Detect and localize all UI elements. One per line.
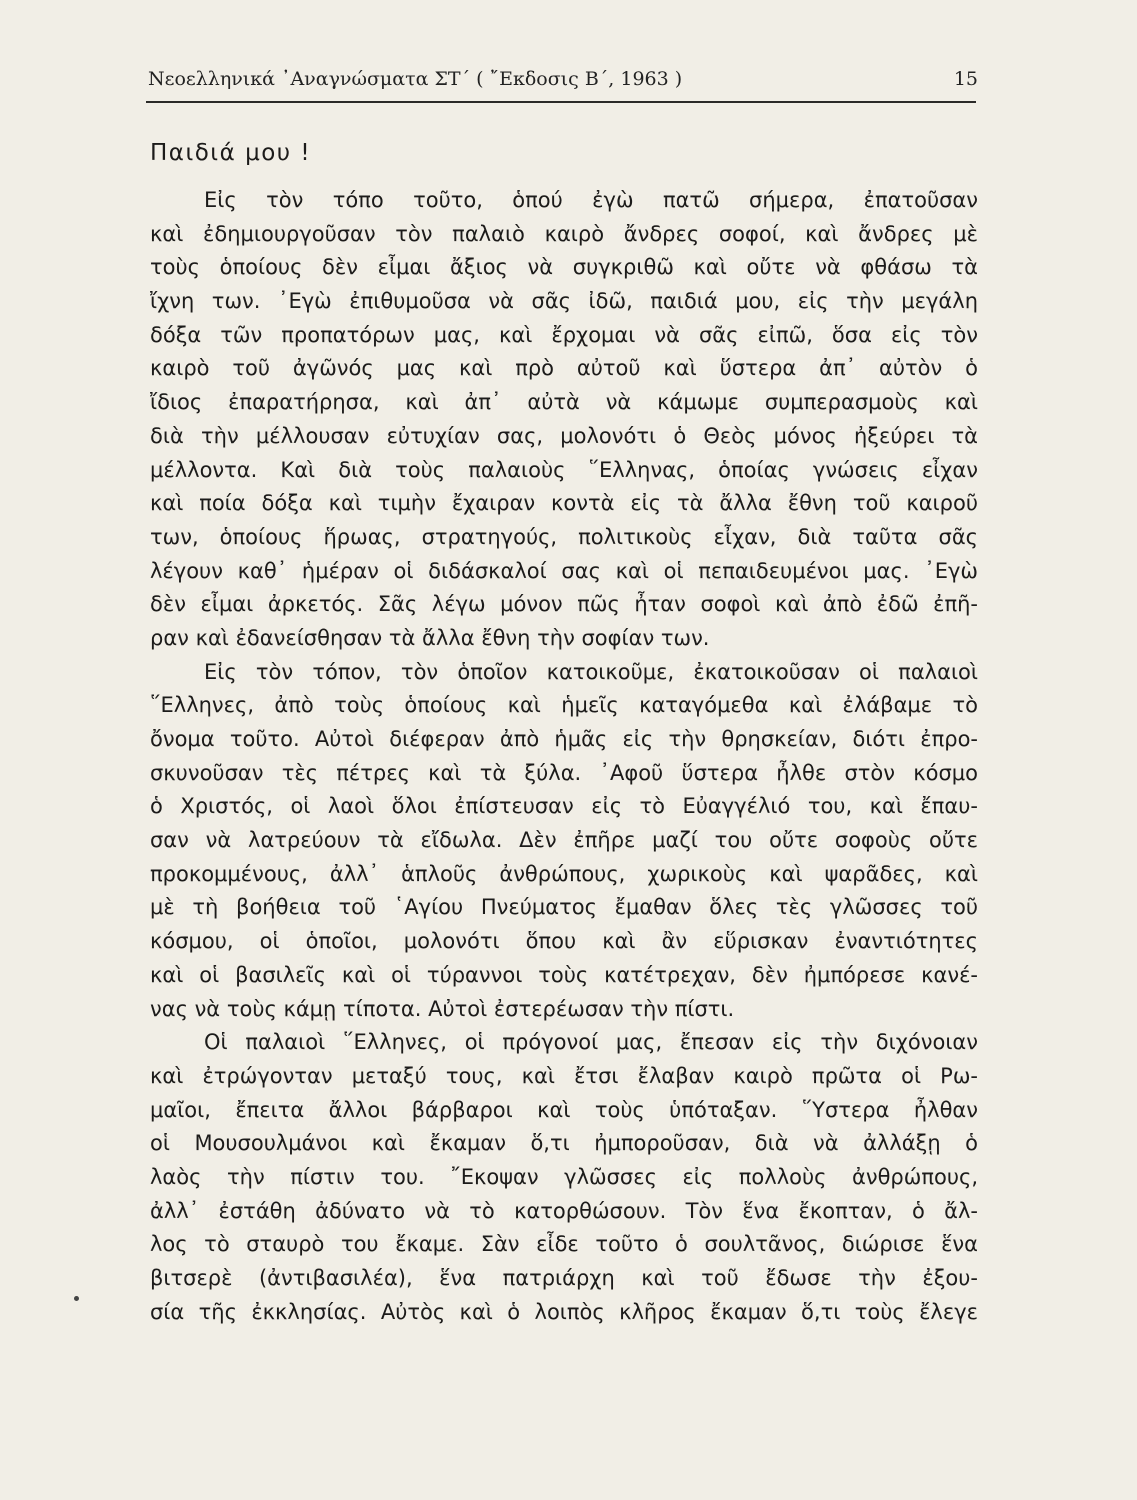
text-line: ῞Ελληνες, ἀπὸ τοὺς ὁποίους καὶ ἡμεῖς καταγόμεθα καὶ ἐλάβαμε τὸ [150,693,978,718]
text-line: δὲν εἶμαι ἀρκετός. Σᾶς λέγω μόνον πῶς ἦταν σοφοὶ καὶ ἀπὸ ἐδῶ ἐπῆ- [150,592,978,617]
text-line: οἱ Μουσουλμάνοι καὶ ἔκαμαν ὅ,τι ἠμποροῦσαν, διὰ νὰ ἀλλάξῃ ὁ [150,1131,978,1156]
text-line: ἴδιος ἐπαρατήρησα, καὶ ἀπ᾽ αὐτὰ νὰ κάμωμε συμπερασμοὺς καὶ [150,390,978,415]
text-line: των, ὁποίους ἥρωας, στρατηγούς, πολιτικοὺς εἶχαν, διὰ ταῦτα σᾶς [150,524,978,549]
text-line: ραν καὶ ἐδανείσθησαν τὰ ἄλλα ἔθνη τὴν σοφίαν των. [150,625,710,650]
text-line: λαὸς τὴν πίστιν του. ῎Εκοψαν γλῶσσες εἰς πολλοὺς ἀνθρώπους, [150,1164,978,1189]
text-line: καιρὸ τοῦ ἀγῶνός μας καὶ πρὸ αὐτοῦ καὶ ὕστερα ἀπ᾽ αὐτὸν ὁ [150,356,978,381]
text-line: μέλλοντα. Καὶ διὰ τοὺς παλαιοὺς ῞Ελληνας, ὁποίας γνώσεις εἶχαν [150,457,978,482]
text-line: μὲ τὴ βοήθεια τοῦ ῾Αγίου Πνεύματος ἔμαθαν ὅλες τὲς γλῶσσες τοῦ [150,895,978,920]
text-line: ὁ Χριστός, οἱ λαοὶ ὅλοι ἐπίστευσαν εἰς τὸ Εὐαγγέλιό του, καὶ ἔπαυ- [150,794,978,819]
salutation: Παιδιά μου ! [150,140,312,166]
text-line: δόξα τῶν προπατόρων μας, καὶ ἔρχομαι νὰ σᾶς εἰπῶ, ὅσα εἰς τὸν [150,322,978,347]
text-line: τοὺς ὁποίους δὲν εἶμαι ἄξιος νὰ συγκριθῶ καὶ οὔτε νὰ φθάσω τὰ [150,255,978,280]
running-header [148,68,978,98]
text-line: λος τὸ σταυρὸ του ἔκαμε. Σὰν εἶδε τοῦτο ὁ σουλτᾶνος, διώρισε ἕνα [150,1232,978,1257]
page-number: 15 [953,68,978,90]
text-line: βιτσερὲ (ἀντιβασιλέα), ἕνα πατριάρχη καὶ τοῦ ἔδωσε τὴν ἐξου- [150,1266,978,1290]
text-line: Εἰς τὸν τόπον, τὸν ὁποῖον κατοικοῦμε, ἐκατοικοῦσαν οἱ παλαιοὶ [204,659,978,684]
text-line: μαῖοι, ἔπειτα ἄλλοι βάρβαροι καὶ τοὺς ὑπόταξαν. ῞Υστερα ἦλθαν [150,1097,978,1122]
text-line: ἀλλ᾽ ἐστάθη ἀδύνατο νὰ τὸ κατορθώσουν. Τὸν ἕνα ἔκοπταν, ὁ ἄλ- [150,1198,978,1223]
body-text [150,184,978,1329]
text-line: καὶ ποία δόξα καὶ τιμὴν ἔχαιραν κοντὰ εἰς τὰ ἄλλα ἔθνη τοῦ καιροῦ [150,491,978,516]
text-line: προκομμένους, ἀλλ᾽ ἁπλοῦς ἀνθρώπους, χωρικοὺς καὶ ψαρᾶδες, καὶ [150,861,978,886]
header-title: Νεοελληνικά ᾽Αναγνώσματα ΣΤ΄ ( ῎Εκδοσις Β΄, 1963 ) [148,68,683,90]
text-line: Εἰς τὸν τόπο τοῦτο, ὁπού ἐγὼ πατῶ σήμερα, ἐπατοῦσαν [204,188,978,212]
margin-dot [74,1296,79,1301]
text-line: σκυνοῦσαν τὲς πέτρες καὶ τὰ ξύλα. ᾽Αφοῦ ὕστερα ἦλθε στὸν κόσμο [150,760,978,785]
text-line: καὶ ἐδημιουργοῦσαν τὸν παλαιὸ καιρὸ ἄνδρες σοφοί, καὶ ἄνδρες μὲ [150,221,978,246]
text-line: καὶ ἐτρώγονταν μεταξύ τους, καὶ ἔτσι ἔλαβαν καιρὸ πρῶτα οἱ Ρω- [150,1063,978,1088]
header-rule [146,101,976,103]
text-line: κόσμου, οἱ ὁποῖοι, μολονότι ὅπου καὶ ἂν εὕρισκαν ἐναντιότητες [150,929,978,954]
text-line: Οἱ παλαιοὶ ῞Ελληνες, οἱ πρόγονοί μας, ἔπεσαν εἰς τὴν διχόνοιαν [204,1030,978,1055]
text-line: ὄνομα τοῦτο. Αὐτοὶ διέφεραν ἀπὸ ἡμᾶς εἰς τὴν θρησκείαν, διότι ἐπρο- [150,727,978,751]
text-line: καὶ οἱ βασιλεῖς καὶ οἱ τύραννοι τοὺς κατέτρεχαν, δὲν ἠμπόρεσε κανέ- [150,962,978,987]
text-line: λέγουν καθ᾽ ἡμέραν οἱ διδάσκαλοί σας καὶ οἱ πεπαιδευμένοι μας. ᾽Εγὼ [150,558,978,583]
text-line: ἴχνη των. ᾽Εγὼ ἐπιθυμοῦσα νὰ σᾶς ἰδῶ, παιδιά μου, εἰς τὴν μεγάλη [150,289,978,314]
text-line: σαν νὰ λατρεύουν τὰ εἴδωλα. Δὲν ἐπῆρε μαζί του οὔτε σοφοὺς οὔτε [150,828,978,853]
text-line: σία τῆς ἐκκλησίας. Αὐτὸς καὶ ὁ λοιπὸς κλῆρος ἔκαμαν ὅ,τι τοὺς ἔλεγε [150,1299,978,1324]
text-line: διὰ τὴν μέλλουσαν εὐτυχίαν σας, μολονότι ὁ Θεὸς μόνος ἠξεύρει τὰ [150,423,978,448]
text-line: νας νὰ τοὺς κάμῃ τίποτα. Αὐτοὶ ἐστερέωσαν τὴν πίστι. [150,996,735,1021]
